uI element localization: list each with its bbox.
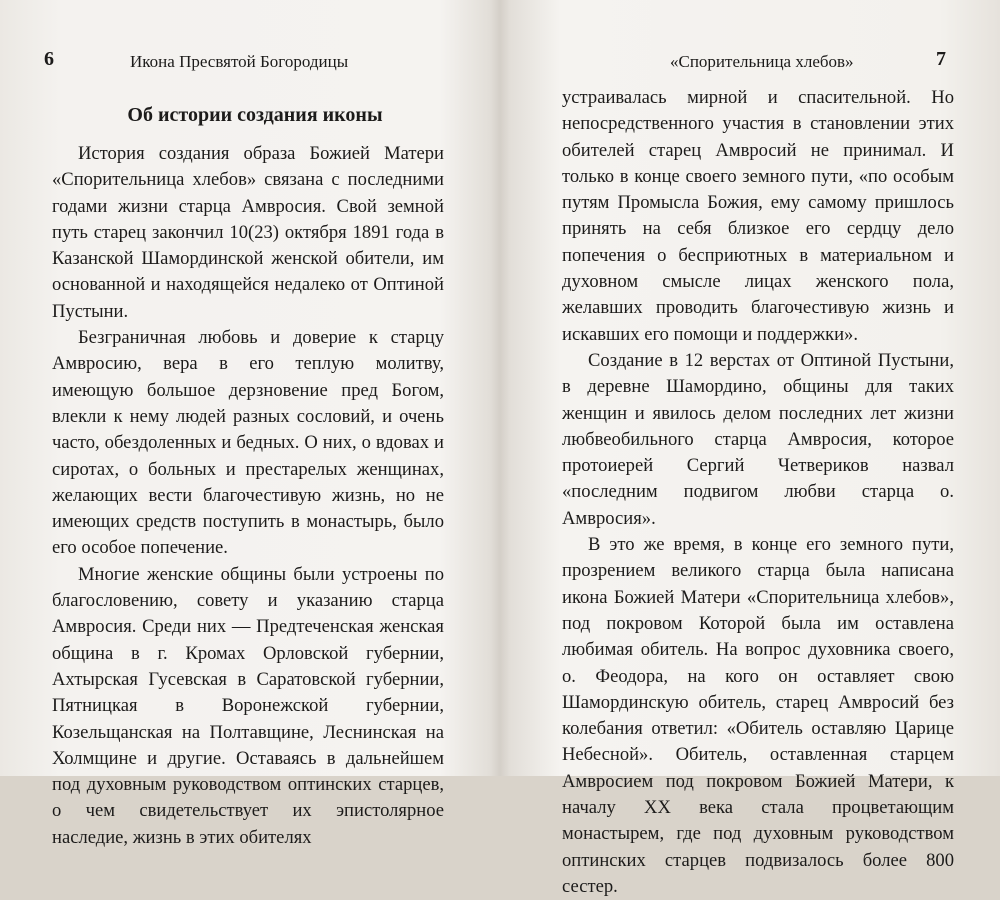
right-page-header xyxy=(500,50,1000,74)
paragraph: В это же время, в конце его земного пути, прозрением великого старца была написана икона Божией Матери «Спорительница хлебов», под покровом Которой была им оставлена любимая обитель. На вопрос духовника своего, о. Феодора, на кого он оставляет свою Шамординскую обитель, старец Амвросий без колебания ответил: «Обитель оставляю Царице Небесной». Обитель, оставленная старцем Амвросием под покровом Божией Матери, к началу XX века стала процветающим монастырем, где под духовным руководством оптинских старцев подвизалось более 800 сестер. xyxy=(562,534,954,897)
left-running-head: Икона Пресвятой Богородицы xyxy=(130,52,349,71)
section-title-text: Об истории создания иконы xyxy=(127,104,383,126)
right-page-body xyxy=(562,85,954,900)
left-page-number: 6 xyxy=(44,48,54,70)
left-page xyxy=(0,0,500,848)
right-running-head: «Спорительница хлебов» xyxy=(670,52,854,71)
section-title xyxy=(0,104,500,127)
paragraph: История создания образа Божией Матери «Спорительница хлебов» связана с последними годами жизни старца Амвросия. Свой земной путь старец закончил 10(23) октября 1891 года в Казанской Шамординской женской обители, им основанной и находящейся недалеко от Оптиной Пустыни. xyxy=(52,143,444,322)
left-page-header xyxy=(0,50,500,74)
paragraph: Безграничная любовь и доверие к старцу Амвросию, вера в его теплую молитву, имеющую большое дерзновение пред Богом, влекли к нему людей разных сословий, и очень часто, обездоленных и бедных. О них, о вдовах и сиротах, о больных и престарелых женщинах, желающих вести благочестивую жизнь, но не имеющих средств поступить в монастырь, было его особое попечение. xyxy=(52,327,444,559)
paragraph: Многие женские общины были устроены по благословению, совету и указанию старца Амвросия. Среди них — Предтеченская женская община в г. Кромах Орловской губернии, Ахтырская Гусевская в Саратовской губернии, Пятницкая в Воронежской губернии, Козельщанская на Полтавщине, Леснинская на Холмщине и другие. Оставаясь в дальнейшем под духовным руководством оптинских старцев, о чем свидетельствует их эпистолярное наследие, жизнь в этих обителях xyxy=(52,563,444,848)
paragraph: Создание в 12 верстах от Оптиной Пустыни, в деревне Шамордино, общины для таких женщин и явилось делом последних лет жизни любвеобильного старца Амвросия, которое протоиерей Сергий Четвериков назвал «последним подвигом любви старца о. Амвросия». xyxy=(562,349,954,529)
right-page xyxy=(500,0,1000,897)
paragraph-continuation: устраивалась мирной и спасительной. Но непосредственного участия в становлении этих обителей старец Амвросий не принимал. И только в конце своего земного пути, «по особым путям Промысла Божия, ему самому пришлось принять на себя близкое его сердцу дело попечения о бесприютных в материальном и духовном смысле лицах женского пола, желавших проводить благочестивую жизнь и искавших его помощи и поддержки». xyxy=(562,87,954,345)
right-page-number: 7 xyxy=(936,48,946,70)
left-page-body xyxy=(52,141,444,851)
